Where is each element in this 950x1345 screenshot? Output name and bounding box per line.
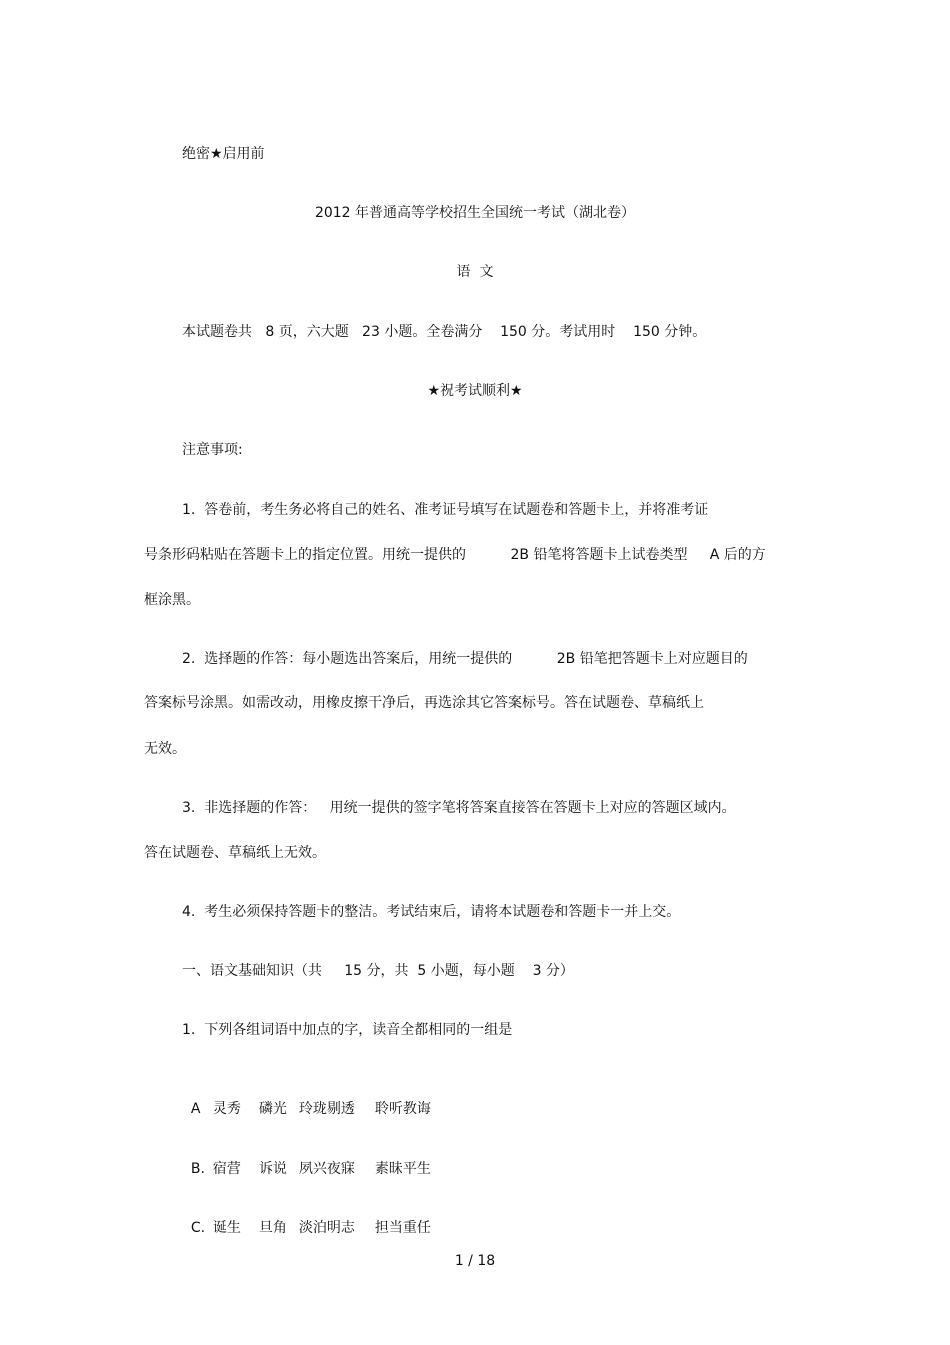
option-word: 旦角	[258, 1220, 287, 1236]
question-1-option-b	[182, 1139, 431, 1179]
notice-item-1-line-3: 框涂黑。	[144, 592, 200, 608]
option-word: 玲珑剔透	[298, 1101, 355, 1117]
notice-item-2-line-1: 2. 选择题的作答：每小题选出答案后，用统一提供的 2B 铅笔把答题卡上对应题目的	[182, 651, 748, 667]
classification-mark: 绝密★启用前	[182, 146, 265, 162]
option-word: 担当重任	[374, 1220, 431, 1236]
question-1-option-a	[182, 1079, 431, 1119]
notice-item-1-line-2: 号条形码粘贴在答题卡上的指定位置。用统一提供的 2B 铅笔将答题卡上试卷类型 A 后的方	[144, 547, 766, 563]
option-word: 诉说	[258, 1161, 287, 1177]
option-word: 聆听教诲	[374, 1101, 431, 1117]
option-letter: C.	[190, 1220, 206, 1236]
exam-info: 本试题卷共 8 页，六大题 23 小题。全卷满分 150 分。考试用时 150 分钟。	[182, 324, 707, 340]
notice-item-2-line-2: 答案标号涂黑。如需改动，用橡皮擦干净后，再选涂其它答案标号。答在试题卷、草稿纸上	[144, 695, 704, 711]
question-1-option-c	[182, 1198, 431, 1238]
notice-item-4-line-1: 4. 考生必须保持答题卡的整洁。考试结束后，请将本试题卷和答题卡一并上交。	[182, 904, 681, 920]
exam-title: 2012 年普通高等学校招生全国统一考试（湖北卷）	[314, 205, 636, 221]
option-word: 淡泊明志	[298, 1220, 355, 1236]
option-word: 宿营	[212, 1161, 241, 1177]
notice-heading: 注意事项:	[182, 442, 243, 458]
option-word: 夙兴夜寐	[298, 1161, 355, 1177]
page-number: 1 / 18	[454, 1253, 496, 1269]
subject-title: 语 文	[456, 264, 494, 280]
option-word: 诞生	[212, 1220, 241, 1236]
section-1-heading: 一、语文基础知识（共 15 分，共 5 小题，每小题 3 分）	[182, 963, 574, 979]
notice-item-1-line-1: 1. 答卷前，考生务必将自己的姓名、准考证号填写在试题卷和答题卡上，并将准考证	[182, 502, 709, 518]
option-word: 灵秀	[212, 1101, 241, 1117]
notice-item-3-line-2: 答在试题卷、草稿纸上无效。	[144, 845, 326, 861]
option-letter: B.	[190, 1161, 205, 1177]
option-word: 素昧平生	[374, 1161, 431, 1177]
good-luck-line: ★祝考试顺利★	[427, 383, 523, 399]
option-word: 磷光	[258, 1101, 287, 1117]
option-letter: A	[190, 1101, 201, 1117]
question-1-stem: 1. 下列各组词语中加点的字，读音全都相同的一组是	[182, 1022, 513, 1038]
notice-item-2-line-3: 无效。	[144, 741, 186, 757]
notice-item-3-line-1: 3. 非选择题的作答： 用统一提供的签字笔将答案直接答在答题卡上对应的答题区域内。	[182, 800, 736, 816]
